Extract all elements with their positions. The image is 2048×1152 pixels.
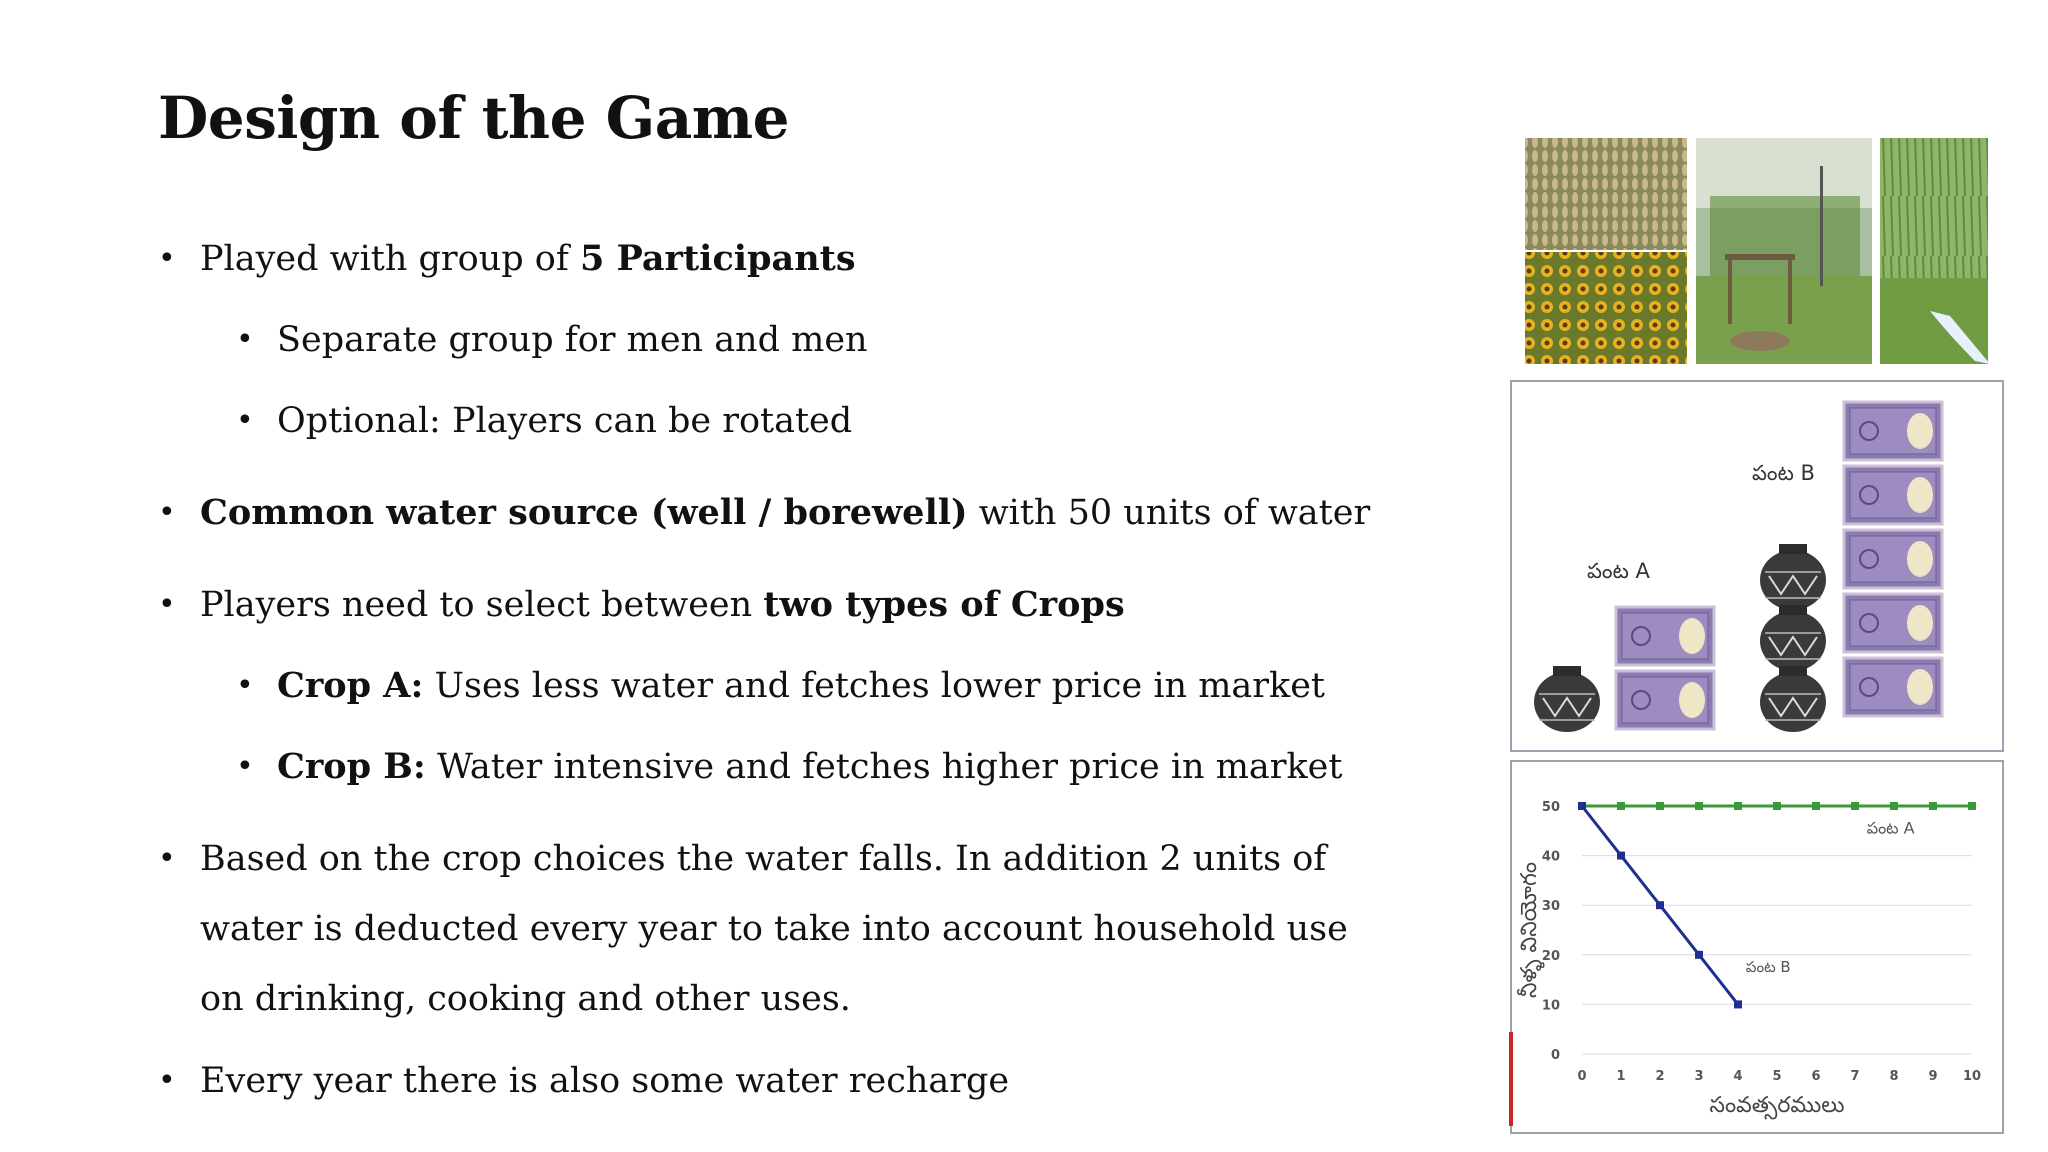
water-pot: [1760, 605, 1826, 671]
x-tick-label: 5: [1772, 1069, 1782, 1084]
data-point: [1734, 802, 1742, 810]
data-point: [1734, 1000, 1742, 1008]
bold-text: 5 Participants: [579, 238, 856, 279]
water-pot: [1760, 666, 1826, 732]
currency-note: [1844, 530, 1942, 588]
y-tick-label: 30: [1541, 899, 1560, 915]
x-tick-label: 4: [1733, 1069, 1743, 1084]
currency-note: [1844, 466, 1942, 524]
data-point: [1773, 802, 1781, 810]
text: with 50 units of water: [967, 493, 1371, 533]
sugarcane-photo: [1880, 138, 1990, 364]
chart-svg: [1512, 762, 2002, 1132]
currency-note: [1844, 658, 1942, 716]
y-tick-label: 40: [1541, 849, 1560, 865]
illustration-svg: [1512, 382, 2002, 750]
text: Optional: Players can be rotated: [277, 401, 853, 441]
crop-a-label: పంట A: [1587, 559, 1650, 583]
y-axis-label: నీళ్ళ వినియోగం: [1517, 862, 1542, 998]
bullet-marker: •: [158, 241, 176, 276]
y-tick-label: 20: [1541, 948, 1560, 964]
data-point: [1617, 802, 1625, 810]
bullet-marker: •: [236, 403, 254, 438]
x-tick-label: 9: [1928, 1069, 1938, 1084]
data-point: [1890, 802, 1898, 810]
bullet-text: [277, 651, 1325, 721]
text: Every year there is also some water recharge: [200, 1061, 1010, 1101]
text: Separate group for men and men: [277, 320, 868, 360]
bullet-text: [200, 824, 1380, 1034]
bold-text: Crop A:: [277, 665, 424, 706]
page-title: Design of the Game: [158, 84, 790, 152]
text: Based on the crop choices the water falls. In addition 2 units of water is deducted every year to take into account household use on drinking, cooking and other uses.: [200, 839, 1348, 1019]
x-tick-label: 0: [1577, 1069, 1587, 1084]
x-tick-label: 10: [1962, 1069, 1982, 1084]
x-tick-label: 1: [1616, 1069, 1626, 1084]
series-label-crop-b: పంట B: [1745, 958, 1791, 977]
water-pot: [1534, 666, 1600, 732]
bold-text: Crop B:: [277, 746, 426, 787]
data-point: [1968, 802, 1976, 810]
bullet-text: [200, 570, 1125, 640]
x-tick-label: 6: [1811, 1069, 1821, 1084]
bullet-marker: •: [158, 587, 176, 622]
sunflower-photo: [1525, 252, 1687, 364]
x-tick-label: 2: [1655, 1069, 1665, 1084]
data-point: [1617, 852, 1625, 860]
well-photo: [1696, 138, 1872, 364]
currency-note: [1616, 607, 1714, 665]
text: Water intensive and fetches higher price in market: [425, 747, 1343, 787]
data-point: [1656, 802, 1664, 810]
data-point: [1578, 802, 1586, 810]
crop-b-label: పంట B: [1752, 461, 1815, 485]
accent-bar: [1509, 1032, 1513, 1126]
data-point: [1656, 901, 1664, 909]
bullet-text: [200, 1046, 1009, 1116]
currency-note: [1844, 402, 1942, 460]
bold-text: two types of Crops: [763, 584, 1125, 625]
text: Played with group of: [200, 239, 580, 279]
bullet-marker: •: [158, 841, 176, 876]
data-point: [1812, 802, 1820, 810]
bullet-marker: •: [236, 668, 254, 703]
currency-note: [1616, 671, 1714, 729]
x-tick-label: 8: [1889, 1069, 1899, 1084]
crop-photos: [1520, 136, 1998, 368]
bullet-marker: •: [236, 749, 254, 784]
bullet-marker: •: [158, 1063, 176, 1098]
bullet-text: [277, 386, 852, 456]
bullet-text: [277, 305, 868, 375]
bullet-text: [200, 224, 856, 294]
data-point: [1695, 802, 1703, 810]
bullet-text: [200, 478, 1370, 548]
data-point: [1695, 951, 1703, 959]
data-point: [1851, 802, 1859, 810]
sorghum-photo: [1525, 138, 1687, 250]
text: Uses less water and fetches lower price in market: [423, 666, 1325, 706]
y-tick-label: 10: [1541, 998, 1560, 1014]
text: Players need to select between: [200, 585, 764, 625]
y-tick-label: 50: [1541, 800, 1560, 815]
water-pot: [1760, 544, 1826, 610]
crop-water-money-illustration: [1510, 380, 2004, 752]
currency-note: [1844, 594, 1942, 652]
bullet-text: [277, 732, 1342, 802]
bullet-marker: •: [236, 322, 254, 357]
series-label-crop-a: పంట A: [1866, 818, 1915, 838]
data-point: [1929, 802, 1937, 810]
crop-photos-image: [1520, 136, 1998, 368]
x-axis-label: సంవత్సరములు: [1709, 1093, 1845, 1118]
x-tick-label: 7: [1850, 1069, 1860, 1084]
bullet-marker: •: [158, 495, 176, 530]
water-usage-chart: [1510, 760, 2004, 1134]
y-tick-label: 0: [1550, 1048, 1560, 1063]
x-tick-label: 3: [1694, 1069, 1704, 1084]
bold-text: Common water source (well / borewell): [200, 492, 968, 533]
